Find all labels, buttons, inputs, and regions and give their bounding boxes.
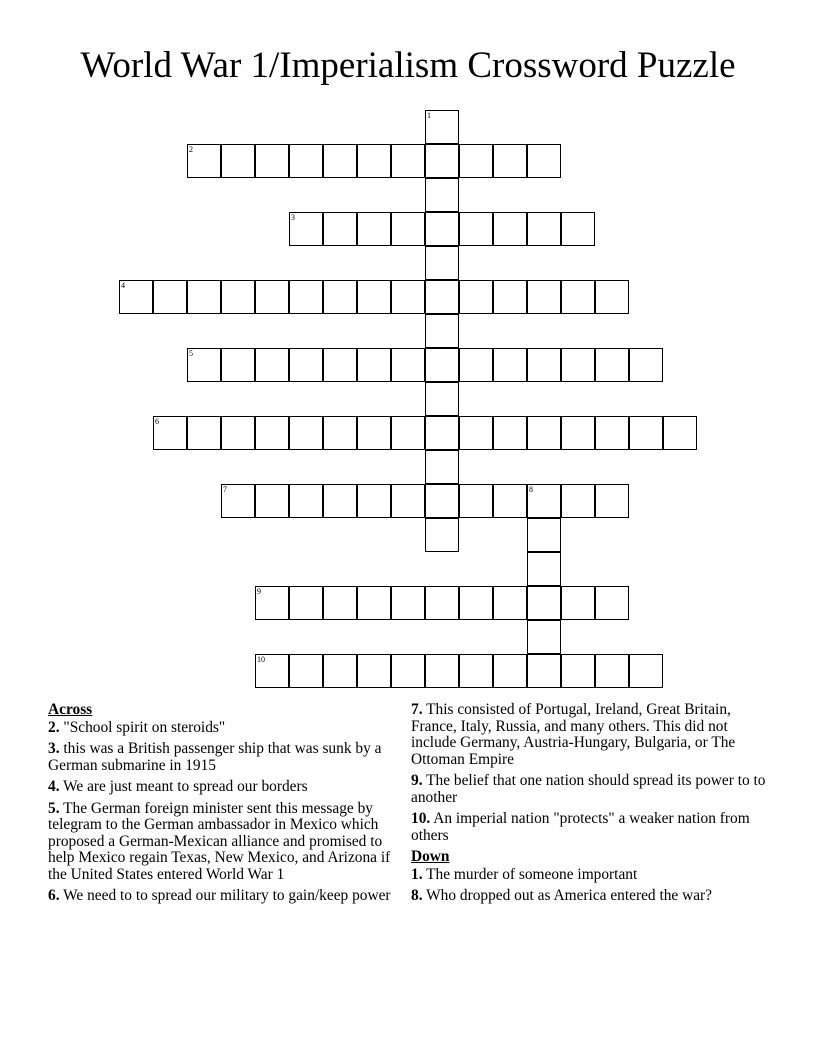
grid-cell[interactable] — [323, 212, 357, 246]
cell-number: 8 — [529, 485, 533, 494]
cell-number: 6 — [155, 417, 159, 426]
clue-number: 8. — [411, 887, 423, 904]
clue-number: 3. — [48, 740, 60, 757]
grid-cell[interactable] — [357, 484, 391, 518]
grid-cell[interactable] — [527, 518, 561, 552]
grid-cell[interactable] — [425, 348, 459, 382]
grid-cell[interactable] — [493, 348, 527, 382]
down-heading: Down — [411, 848, 450, 865]
grid-cell[interactable] — [459, 654, 493, 688]
grid-cell[interactable] — [221, 280, 255, 314]
clue-across-9 — [411, 773, 773, 806]
cell-number: 2 — [189, 145, 193, 154]
grid-cell[interactable] — [527, 416, 561, 450]
grid-cell[interactable] — [425, 280, 459, 314]
grid-cell[interactable] — [595, 348, 629, 382]
grid-cell[interactable] — [595, 654, 629, 688]
grid-cell[interactable] — [493, 280, 527, 314]
grid-cell[interactable] — [357, 586, 391, 620]
grid-cell[interactable] — [425, 314, 459, 348]
grid-cell[interactable] — [493, 586, 527, 620]
clue-number: 6. — [48, 887, 60, 904]
grid-cell[interactable] — [425, 654, 459, 688]
grid-cell[interactable] — [425, 416, 459, 450]
grid-cell[interactable] — [255, 484, 289, 518]
grid-cell[interactable] — [289, 212, 323, 246]
grid-cell[interactable] — [527, 654, 561, 688]
grid-cell[interactable] — [527, 212, 561, 246]
grid-cell[interactable] — [221, 484, 255, 518]
grid-cell[interactable] — [561, 280, 595, 314]
clue-number: 2. — [48, 718, 60, 736]
clue-across-3 — [48, 741, 400, 774]
grid-cell[interactable] — [391, 280, 425, 314]
grid-cell[interactable] — [459, 348, 493, 382]
grid-cell[interactable] — [561, 212, 595, 246]
clue-across-7 — [411, 702, 773, 768]
grid-cell[interactable] — [459, 586, 493, 620]
clue-number: 1. — [411, 865, 423, 883]
grid-cell[interactable] — [425, 110, 459, 144]
clue-number: 7. — [411, 701, 423, 718]
grid-cell[interactable] — [527, 280, 561, 314]
grid-cell[interactable] — [323, 144, 357, 178]
grid-cell[interactable] — [527, 620, 561, 654]
grid-cell[interactable] — [459, 144, 493, 178]
grid-cell[interactable] — [425, 382, 459, 416]
grid-cell[interactable] — [289, 280, 323, 314]
cell-number: 1 — [427, 111, 431, 120]
cell-number: 7 — [223, 485, 227, 494]
grid-cell[interactable] — [391, 212, 425, 246]
grid-cell[interactable] — [425, 144, 459, 178]
clue-number: 9. — [411, 772, 423, 789]
grid-cell[interactable] — [425, 586, 459, 620]
grid-cell[interactable] — [153, 416, 187, 450]
grid-cell[interactable] — [493, 654, 527, 688]
grid-cell[interactable] — [323, 484, 357, 518]
grid-cell[interactable] — [561, 654, 595, 688]
grid-cell[interactable] — [459, 212, 493, 246]
grid-cell[interactable] — [527, 552, 561, 586]
grid-cell[interactable] — [391, 348, 425, 382]
grid-cell[interactable] — [357, 348, 391, 382]
grid-cell[interactable] — [323, 348, 357, 382]
grid-cell[interactable] — [187, 144, 221, 178]
grid-cell[interactable] — [493, 212, 527, 246]
grid-cell[interactable] — [391, 144, 425, 178]
grid-cell[interactable] — [391, 484, 425, 518]
clue-text: "School spirit on steroids" — [63, 718, 226, 736]
grid-cell[interactable] — [357, 144, 391, 178]
puzzle-title: World War 1/Imperialism Crossword Puzzle — [80, 45, 736, 86]
grid-cell[interactable] — [357, 654, 391, 688]
grid-cell[interactable] — [187, 348, 221, 382]
clue-text: We need to to spread our military to gain/keep power — [63, 887, 391, 904]
grid-cell[interactable] — [323, 586, 357, 620]
grid-cell[interactable] — [153, 280, 187, 314]
grid-cell[interactable] — [391, 654, 425, 688]
grid-cell[interactable] — [323, 416, 357, 450]
grid-cell[interactable] — [255, 654, 289, 688]
clue-across-5 — [48, 801, 400, 884]
grid-cell[interactable] — [629, 348, 663, 382]
grid-cell[interactable] — [357, 212, 391, 246]
grid-cell[interactable] — [493, 484, 527, 518]
grid-cell[interactable] — [289, 654, 323, 688]
grid-cell[interactable] — [289, 586, 323, 620]
cell-number: 10 — [257, 655, 265, 664]
clue-number: 5. — [48, 799, 60, 817]
grid-cell[interactable] — [221, 416, 255, 450]
grid-cell[interactable] — [289, 484, 323, 518]
clue-down-8 — [411, 888, 773, 905]
clues-column-right — [411, 702, 773, 910]
grid-cell[interactable] — [357, 416, 391, 450]
grid-cell[interactable] — [493, 144, 527, 178]
grid-cell[interactable] — [221, 144, 255, 178]
grid-cell[interactable] — [425, 212, 459, 246]
grid-cell[interactable] — [459, 280, 493, 314]
clue-text: An imperial nation "protects" a weaker nation from others — [411, 810, 750, 844]
grid-cell[interactable] — [425, 246, 459, 280]
clue-text: The German foreign minister sent this message by telegram to the German ambassador in Mexico which proposed a German-Mexican alliance and promised to help Mexico regain Texas, New Mexico, and Arizona if the United States entered World War 1 — [48, 799, 391, 883]
clue-text: Who dropped out as America entered the war? — [426, 887, 713, 904]
grid-cell[interactable] — [255, 280, 289, 314]
grid-cell[interactable] — [595, 280, 629, 314]
grid-cell[interactable] — [255, 144, 289, 178]
clue-across-10 — [411, 811, 773, 844]
grid-cell[interactable] — [629, 416, 663, 450]
grid-cell[interactable] — [459, 416, 493, 450]
grid-cell[interactable] — [289, 144, 323, 178]
grid-cell[interactable] — [561, 416, 595, 450]
grid-cell[interactable] — [561, 586, 595, 620]
cell-number: 9 — [257, 587, 261, 596]
grid-cell[interactable] — [323, 654, 357, 688]
clue-text: The belief that one nation should spread its power to to another — [411, 772, 766, 806]
clue-text: The murder of someone important — [426, 865, 638, 883]
clue-number: 4. — [48, 778, 60, 795]
grid-cell[interactable] — [187, 280, 221, 314]
grid-cell[interactable] — [595, 416, 629, 450]
grid-cell[interactable] — [255, 586, 289, 620]
cell-number: 5 — [189, 349, 193, 358]
grid-cell[interactable] — [629, 654, 663, 688]
grid-cell[interactable] — [221, 348, 255, 382]
grid-cell[interactable] — [391, 416, 425, 450]
clues-column-left — [48, 702, 400, 910]
grid-cell[interactable] — [425, 484, 459, 518]
grid-cell[interactable] — [527, 484, 561, 518]
grid-cell[interactable] — [459, 484, 493, 518]
grid-cell[interactable] — [391, 586, 425, 620]
grid-cell[interactable] — [255, 348, 289, 382]
grid-cell[interactable] — [255, 416, 289, 450]
grid-cell[interactable] — [595, 586, 629, 620]
grid-cell[interactable] — [357, 280, 391, 314]
clue-text: This consisted of Portugal, Ireland, Great Britain, France, Italy, Russia, and many others. This did not include Germany, Austria-Hungary, Bulgaria, or The Ottoman Empire — [411, 701, 736, 768]
clue-down-1 — [411, 867, 773, 884]
grid-cell[interactable] — [425, 450, 459, 484]
grid-cell[interactable] — [663, 416, 697, 450]
clue-number: 10. — [411, 810, 431, 827]
grid-cell[interactable] — [119, 280, 153, 314]
grid-cell[interactable] — [493, 416, 527, 450]
grid-cell[interactable] — [527, 348, 561, 382]
grid-cell[interactable] — [561, 348, 595, 382]
across-heading: Across — [48, 701, 93, 718]
clue-across-6 — [48, 888, 400, 905]
grid-cell[interactable] — [425, 518, 459, 552]
clue-across-4 — [48, 779, 400, 796]
grid-cell[interactable] — [289, 416, 323, 450]
grid-cell[interactable] — [187, 416, 221, 450]
grid-cell[interactable] — [561, 484, 595, 518]
grid-cell[interactable] — [323, 280, 357, 314]
grid-cell[interactable] — [595, 484, 629, 518]
cell-number: 3 — [291, 213, 295, 222]
grid-cell[interactable] — [527, 144, 561, 178]
clue-text: this was a British passenger ship that was sunk by a German submarine in 1915 — [48, 740, 382, 774]
grid-cell[interactable] — [289, 348, 323, 382]
grid-cell[interactable] — [425, 178, 459, 212]
cell-number: 4 — [121, 281, 125, 290]
grid-cell[interactable] — [527, 586, 561, 620]
clue-across-2 — [48, 720, 400, 737]
clue-text: We are just meant to spread our borders — [63, 778, 308, 795]
